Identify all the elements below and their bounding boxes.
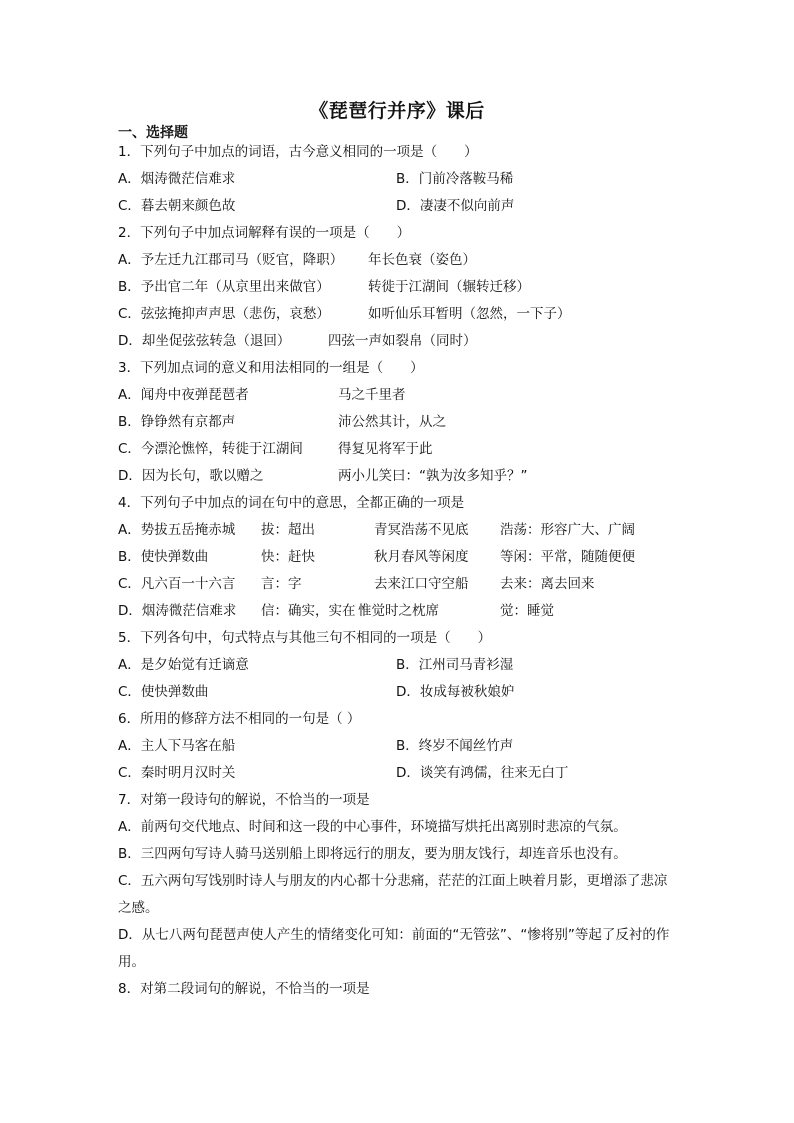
option-text: B．铮铮然有京都声	[118, 414, 236, 430]
question-3-option-a	[118, 382, 678, 409]
option-text: 得复见将军于此	[338, 441, 433, 457]
option-text: 青冥浩荡不见底	[374, 522, 469, 538]
option-gloss: 言：字	[261, 576, 302, 592]
option-text: C．凡六百一十六言	[118, 576, 236, 592]
question-6-options-row-1	[118, 733, 678, 760]
option-gloss: 拔：超出	[261, 522, 315, 538]
question-4-option-b	[118, 544, 678, 571]
question-5-stem: 5．下列各句中，句式特点与其他三句不相同的一项是（ ）	[118, 630, 492, 646]
question-7-option-d: D．从七八两句琵琶声使人产生的情绪变化可知：前面的“无管弦”、“惨将别”等起了反衬的作用。	[118, 927, 670, 970]
option-gloss: 觉：睡觉	[500, 603, 554, 619]
option-gloss: 去来：离去回来	[500, 576, 595, 592]
option-c: C．暮去朝来颜色故	[118, 198, 236, 214]
option-text: 去来江口守空船	[374, 576, 469, 592]
option-text: D．烟涛微茫信难求	[118, 603, 237, 619]
question-3-option-c	[118, 436, 678, 463]
option-text: 秋月春风等闲度	[374, 549, 469, 565]
option-a: A．主人下马客在船	[118, 738, 236, 754]
question-2-option-c	[118, 301, 678, 328]
question-1-stem: 1．下列句子中加点的词语，古今意义相同的一项是（ ）	[118, 144, 478, 160]
option-text: D．却坐促弦弦转急（退回）	[118, 333, 291, 349]
question-6-options-row-2	[118, 760, 678, 787]
question-7-option-c: C．五六两句写饯别时诗人与朋友的内心都十分悲痛，茫茫的江面上映着月影，更增添了悲凉之感。	[118, 873, 668, 916]
option-text: A．闻舟中夜弹琵琶者	[118, 387, 249, 403]
option-text: A．势拔五岳掩赤城	[118, 522, 236, 538]
option-text: 马之千里者	[338, 387, 406, 403]
option-text: 两小儿笑曰：“孰为汝多知乎？”	[338, 468, 528, 484]
option-text: B．予出官二年（从京里出来做官）	[118, 279, 330, 295]
option-text: 如听仙乐耳暂明（忽然，一下子）	[368, 306, 571, 322]
option-d: D．凄凄不似向前声	[396, 198, 515, 214]
option-c: C．秦时明月汉时关	[118, 765, 236, 781]
question-1-options-row-2	[118, 193, 678, 220]
option-b: B．门前冷落鞍马稀	[396, 171, 514, 187]
option-text: C．今漂沦憔悴，转徙于江湖间	[118, 441, 303, 457]
question-7-option-b: B．三四两句写诗人骑马送别船上即将远行的朋友，要为朋友饯行，却连音乐也没有。	[118, 846, 627, 862]
option-text: C．弦弦掩抑声声思（悲伤，哀愁）	[118, 306, 330, 322]
question-4-stem: 4．下列句子中加点的词在句中的意思，全都正确的一项是	[118, 495, 465, 511]
option-b: B．江州司马青衫湿	[396, 657, 514, 673]
question-3-option-d	[118, 463, 678, 490]
option-text: 沛公然其计，从之	[338, 414, 446, 430]
question-2-stem: 2．下列句子中加点词解释有误的一项是（ ）	[118, 225, 411, 241]
option-gloss: 浩荡：形容广大、广阔	[500, 522, 635, 538]
option-gloss: 等闲：平常，随随便便	[500, 549, 635, 565]
question-2-option-a	[118, 247, 678, 274]
option-text: 转徙于江湖间（辗转迁移）	[368, 279, 530, 295]
option-c: C．使快弹数曲	[118, 684, 209, 700]
option-a: A．是夕始觉有迁谪意	[118, 657, 249, 673]
option-d: D．妆成每被秋娘妒	[396, 684, 515, 700]
option-a: A．烟涛微茫信难求	[118, 171, 236, 187]
option-text: 四弦一声如裂帛（同时）	[328, 333, 477, 349]
question-7-option-a: A．前两句交代地点、时间和这一段的中心事件，环境描写烘托出离别时悲凉的气氛。	[118, 819, 627, 835]
question-1-options-row-1	[118, 166, 678, 193]
option-text: 年长色衰（姿色）	[368, 252, 476, 268]
page-title: 《琵琶行并序》课后	[309, 100, 485, 122]
option-text: B．使快弹数曲	[118, 549, 209, 565]
option-text: D．因为长句，歌以赠之	[118, 468, 264, 484]
option-text: A．予左迁九江郡司马（贬官，降职）	[118, 252, 344, 268]
question-5-options-row-1	[118, 652, 678, 679]
question-4-option-c	[118, 571, 678, 598]
question-2-option-b	[118, 274, 678, 301]
section-heading: 一、选择题	[118, 125, 188, 141]
option-d: D．谈笑有鸿儒，往来无白丁	[396, 765, 569, 781]
question-6-stem: 6．所用的修辞方法不相同的一句是（ ）	[118, 711, 361, 727]
question-3-option-b	[118, 409, 678, 436]
option-gloss: 信：确实，实在	[261, 603, 356, 619]
option-gloss: 快：赶快	[261, 549, 315, 565]
option-text: 惟觉时之枕席	[358, 603, 439, 619]
question-list	[118, 139, 678, 1003]
question-4-option-d	[118, 598, 678, 625]
question-2-option-d	[118, 328, 678, 355]
question-5-options-row-2	[118, 679, 678, 706]
question-7-stem: 7．对第一段诗句的解说，不恰当的一项是	[118, 792, 370, 808]
question-8-stem: 8．对第二段词句的解说，不恰当的一项是	[118, 981, 370, 997]
question-4-option-a	[118, 517, 678, 544]
question-3-stem: 3．下列加点词的意义和用法相同的一组是（ ）	[118, 360, 424, 376]
option-b: B．终岁不闻丝竹声	[396, 738, 514, 754]
